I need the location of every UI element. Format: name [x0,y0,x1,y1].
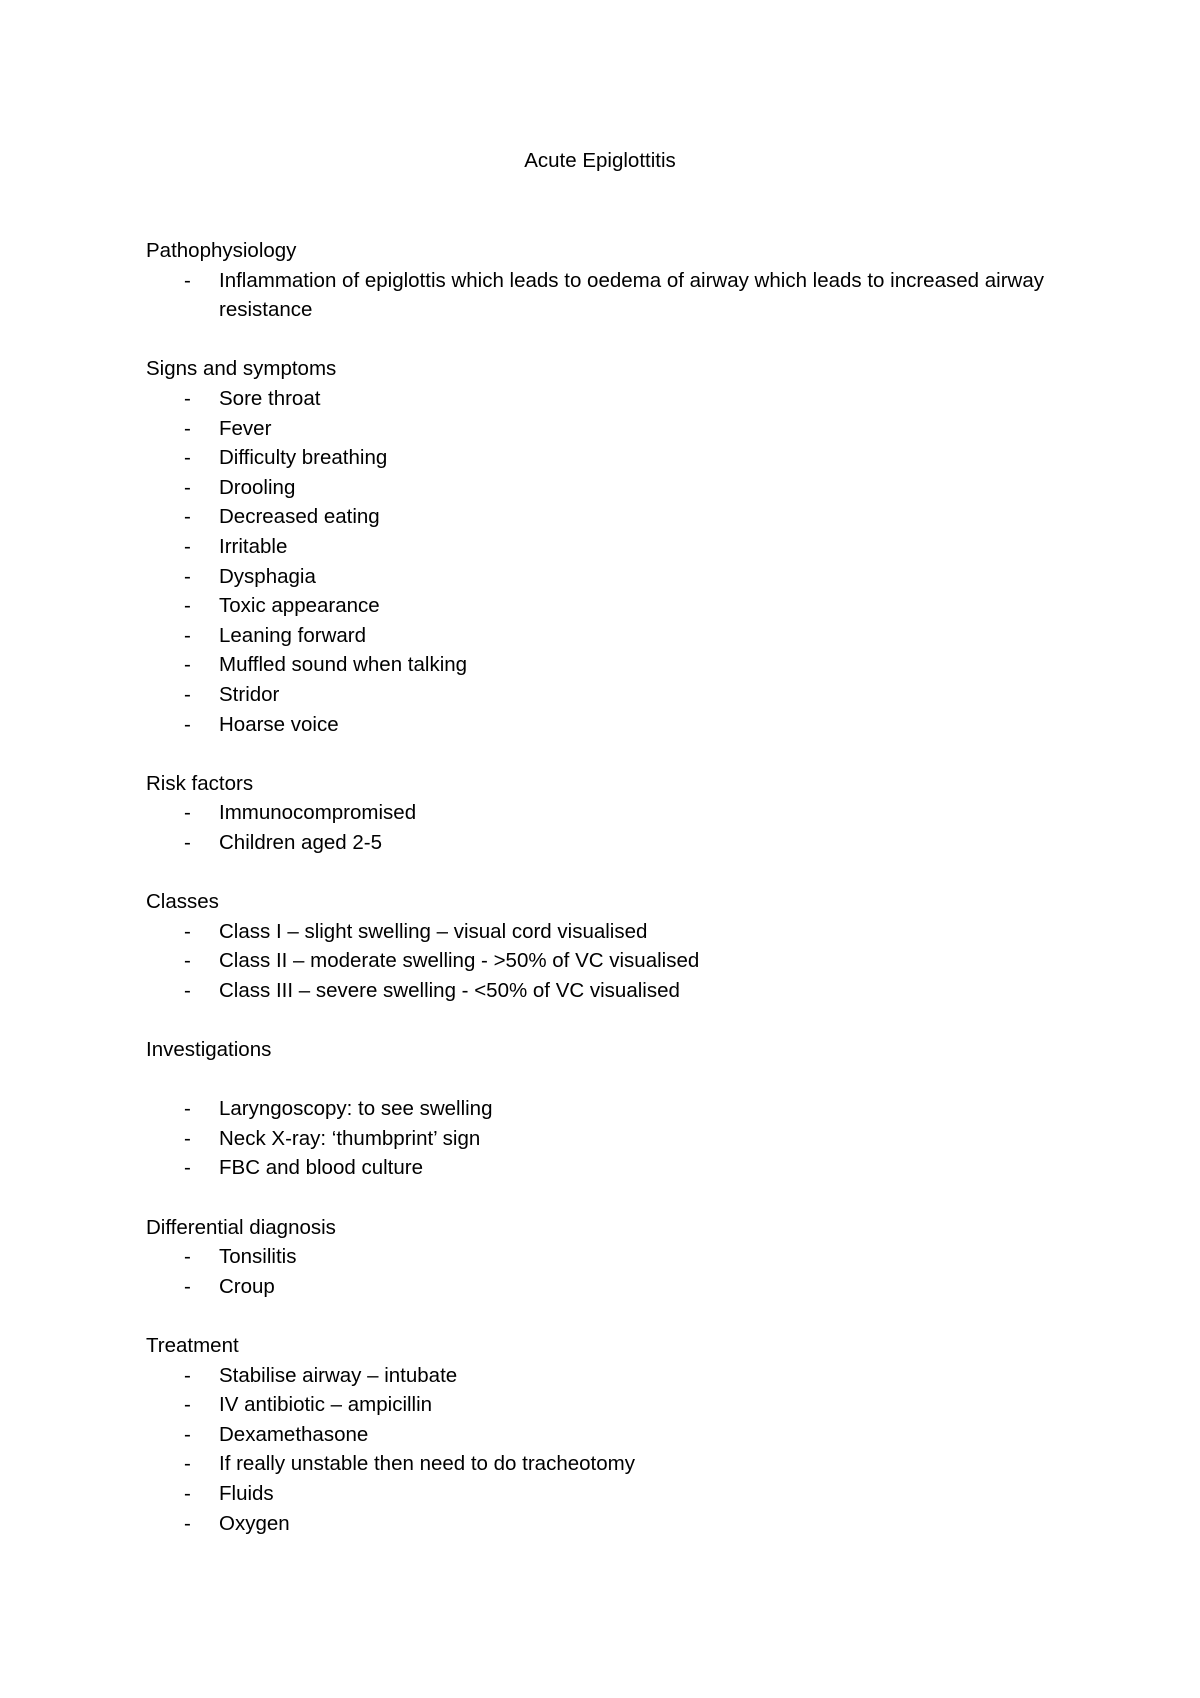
section-heading: Differential diagnosis [146,1215,336,1239]
list-item [146,1390,1066,1420]
list-item [146,532,1066,562]
section-heading: Classes [146,890,219,914]
list-item [146,562,1066,592]
list-item-text: Fever [219,416,272,440]
list-item-text: Drooling [219,475,296,499]
bullet-dash: - [184,623,191,647]
bullet-dash: - [184,949,191,973]
list-item-text: Children aged 2-5 [219,830,382,854]
list-item-text: Dysphagia [219,564,316,588]
list-item-text: Laryngoscopy: to see swelling [219,1097,493,1121]
bullet-dash: - [184,919,191,943]
section-classes [146,887,1066,1005]
bullet-list [146,917,1066,1006]
section-heading: Pathophysiology [146,239,297,262]
list-item-text: If really unstable then need to do tracheotomy [219,1452,635,1476]
list-item-text: Irritable [219,534,288,558]
section-investigations [146,1035,1066,1183]
list-item [146,1420,1066,1450]
list-item-text: Fluids [219,1481,274,1505]
list-item-text: Tonsilitis [219,1245,297,1269]
list-item [146,621,1066,651]
list-item-text: Immunocompromised [219,801,417,825]
list-item [146,650,1066,680]
list-item [146,798,1066,828]
list-item [146,710,1066,740]
bullet-dash: - [184,594,191,618]
bullet-dash: - [184,386,191,410]
section-treatment [146,1331,1066,1538]
list-item-text: Stridor [219,682,280,706]
list-item-text: Dexamethasone [219,1422,369,1446]
list-item-text: Oxygen [219,1511,290,1535]
list-item [146,1153,1066,1183]
list-item [146,917,1066,947]
list-item-text: Croup [219,1274,275,1298]
bullet-dash: - [184,1363,191,1387]
section-differential-diagnosis [146,1213,1066,1302]
bullet-dash: - [184,505,191,529]
bullet-dash: - [184,446,191,470]
bullet-dash: - [184,534,191,558]
list-item [146,1449,1066,1479]
bullet-dash: - [184,1452,191,1476]
bullet-list [146,1242,1066,1301]
list-item [146,976,1066,1006]
list-item [146,1124,1066,1154]
document-title: Acute Epiglottitis [524,149,676,172]
list-item [146,473,1066,503]
section-risk-factors [146,769,1066,858]
list-item [146,414,1066,444]
list-item-text: Stabilise airway – intubate [219,1363,458,1387]
bullet-dash: - [184,475,191,499]
list-item-text: Muffled sound when talking [219,653,468,677]
bullet-list [146,1094,1066,1183]
bullet-dash: - [184,830,191,854]
bullet-list [146,384,1066,739]
list-item-text: FBC and blood culture [219,1156,423,1180]
document-body [146,236,1066,1568]
list-item [146,1272,1066,1302]
list-item-text: Leaning forward [219,623,367,647]
section-heading: Investigations [146,1038,272,1062]
bullet-dash: - [184,1126,191,1150]
list-item-text: IV antibiotic – ampicillin [219,1393,433,1417]
bullet-dash: - [184,1393,191,1417]
list-item [146,502,1066,532]
list-item-text: Decreased eating [219,505,380,529]
bullet-list [146,1361,1066,1539]
bullet-dash: - [184,1511,191,1535]
list-item [146,591,1066,621]
bullet-dash: - [184,801,191,825]
list-item [146,1094,1066,1124]
bullet-dash: - [184,1245,191,1269]
list-item [146,946,1066,976]
bullet-dash: - [184,1274,191,1298]
section-signs-and-symptoms [146,354,1066,739]
section-heading: Risk factors [146,771,254,795]
list-item-text: Neck X-ray: ‘thumbprint’ sign [219,1126,481,1150]
list-item [146,828,1066,858]
section-pathophysiology [146,236,1066,325]
list-item-text: Sore throat [219,386,321,410]
bullet-dash: - [184,1097,191,1121]
section-heading: Signs and symptoms [146,357,337,381]
bullet-dash: - [184,682,191,706]
list-item-text: Hoarse voice [219,712,339,736]
list-item [146,680,1066,710]
list-item [146,1479,1066,1509]
list-item-text: Inflammation of epiglottis which leads to oedema of airway which leads to increased airway resistance [219,268,1044,322]
list-item-text: Class II – moderate swelling - >50% of VC visualised [219,949,700,973]
list-item [146,266,1066,325]
bullet-dash: - [184,978,191,1002]
list-item [146,384,1066,414]
bullet-dash: - [184,416,191,440]
list-item-text: Class I – slight swelling – visual cord visualised [219,919,648,943]
section-heading: Treatment [146,1333,239,1357]
list-item-text: Class III – severe swelling - <50% of VC visualised [219,978,680,1002]
bullet-dash: - [184,653,191,677]
list-item-text: Difficulty breathing [219,446,388,470]
list-item [146,1509,1066,1539]
bullet-dash: - [184,564,191,588]
bullet-dash: - [184,1481,191,1505]
bullet-dash: - [184,1422,191,1446]
bullet-dash: - [184,1156,191,1180]
list-item-text: Toxic appearance [219,594,380,618]
bullet-list [146,266,1066,325]
bullet-list [146,798,1066,857]
list-item [146,1242,1066,1272]
list-item [146,1361,1066,1391]
bullet-dash: - [184,268,191,292]
list-item [146,443,1066,473]
bullet-dash: - [184,712,191,736]
